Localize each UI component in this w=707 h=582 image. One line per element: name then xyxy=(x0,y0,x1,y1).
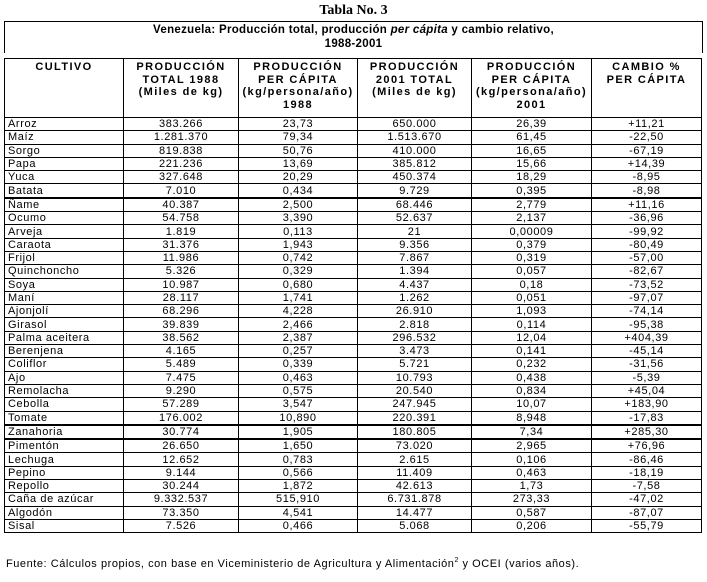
crop-name-cell: Soya xyxy=(5,278,124,291)
value-cell: 0,319 xyxy=(472,251,592,264)
value-cell: -95,38 xyxy=(592,318,702,331)
value-cell: 221.236 xyxy=(124,157,239,170)
column-header xyxy=(5,59,124,118)
table-row xyxy=(5,144,702,157)
value-cell: 4,541 xyxy=(239,506,358,519)
value-cell: 20.540 xyxy=(358,384,472,397)
value-cell: 8,948 xyxy=(472,411,592,425)
value-cell: 0,466 xyxy=(239,519,358,532)
crop-name-cell: Maní xyxy=(5,291,124,304)
column-header-line: PER CÁPITA xyxy=(606,73,687,86)
crop-name-cell: Lechuga xyxy=(5,453,124,466)
value-cell: 1,905 xyxy=(239,425,358,439)
value-cell: 7,34 xyxy=(472,425,592,439)
value-cell: 4.165 xyxy=(124,345,239,358)
value-cell: 327.648 xyxy=(124,171,239,184)
value-cell: 4.437 xyxy=(358,278,472,291)
value-cell: -74,14 xyxy=(592,305,702,318)
value-cell: 450.374 xyxy=(358,171,472,184)
value-cell: 1.262 xyxy=(358,291,472,304)
column-header xyxy=(592,59,702,118)
table-row xyxy=(5,358,702,371)
value-cell: 13,69 xyxy=(239,157,358,170)
value-cell: 0,742 xyxy=(239,251,358,264)
table-row xyxy=(5,131,702,144)
value-cell: 57.289 xyxy=(124,398,239,411)
value-cell: -8,98 xyxy=(592,184,702,198)
value-cell: 0,339 xyxy=(239,358,358,371)
value-cell: -36,96 xyxy=(592,212,702,225)
value-cell: 0,438 xyxy=(472,371,592,384)
value-cell: +285,30 xyxy=(592,425,702,439)
value-cell: 0,114 xyxy=(472,318,592,331)
value-cell: -97,07 xyxy=(592,291,702,304)
value-cell: 21 xyxy=(358,225,472,238)
value-cell: 1,872 xyxy=(239,480,358,493)
value-cell: 73.350 xyxy=(124,506,239,519)
caption-italic: per cápita xyxy=(390,24,448,36)
table-row xyxy=(5,198,702,212)
value-cell: 0,680 xyxy=(239,278,358,291)
crop-name-cell: Cebolla xyxy=(5,398,124,411)
column-header-line: PRODUCCIÓN xyxy=(253,61,343,73)
value-cell: -17,83 xyxy=(592,411,702,425)
table-row xyxy=(5,439,702,453)
value-cell: 1.819 xyxy=(124,225,239,238)
crop-name-cell: Coliflor xyxy=(5,358,124,371)
value-cell: 247.945 xyxy=(358,398,472,411)
value-cell: 2,500 xyxy=(239,198,358,212)
value-cell: 16,65 xyxy=(472,144,592,157)
value-cell: 9.332.537 xyxy=(124,493,239,506)
value-cell: 30.244 xyxy=(124,480,239,493)
caption-before: Venezuela: Producción total, producción xyxy=(153,24,391,36)
value-cell: 52.637 xyxy=(358,212,472,225)
value-cell: 9.729 xyxy=(358,184,472,198)
value-cell: 1.394 xyxy=(358,265,472,278)
value-cell: 5.489 xyxy=(124,358,239,371)
value-cell: -8,95 xyxy=(592,171,702,184)
crop-name-cell: Ajo xyxy=(5,371,124,384)
value-cell: 3,390 xyxy=(239,212,358,225)
value-cell: +404,39 xyxy=(592,331,702,344)
value-cell: -82,67 xyxy=(592,265,702,278)
value-cell: 9.144 xyxy=(124,466,239,479)
value-cell: -31,56 xyxy=(592,358,702,371)
table-body xyxy=(5,118,702,533)
crop-name-cell: Sisal xyxy=(5,519,124,532)
table-row xyxy=(5,411,702,425)
crop-name-cell: Papa xyxy=(5,157,124,170)
crop-name-cell: Pepino xyxy=(5,466,124,479)
value-cell: 819.838 xyxy=(124,144,239,157)
value-cell: 273,33 xyxy=(472,493,592,506)
table-row xyxy=(5,305,702,318)
crop-name-cell: Pimentón xyxy=(5,439,124,453)
value-cell: 0,379 xyxy=(472,238,592,251)
table-row xyxy=(5,225,702,238)
value-cell: -99,92 xyxy=(592,225,702,238)
value-cell: 0,566 xyxy=(239,466,358,479)
table-row xyxy=(5,171,702,184)
table-row xyxy=(5,265,702,278)
value-cell: 61,45 xyxy=(472,131,592,144)
crop-name-cell: Ocumo xyxy=(5,212,124,225)
caption-line-1 xyxy=(5,23,702,37)
value-cell: +76,96 xyxy=(592,439,702,453)
value-cell: 0,783 xyxy=(239,453,358,466)
table-row xyxy=(5,384,702,397)
value-cell: 40.387 xyxy=(124,198,239,212)
value-cell: -5,39 xyxy=(592,371,702,384)
value-cell: 383.266 xyxy=(124,118,239,131)
value-cell: 180.805 xyxy=(358,425,472,439)
value-cell: -67,19 xyxy=(592,144,702,157)
value-cell: 0,257 xyxy=(239,345,358,358)
value-cell: 79,34 xyxy=(239,131,358,144)
value-cell: 11.986 xyxy=(124,251,239,264)
value-cell: 39.839 xyxy=(124,318,239,331)
value-cell: 0,051 xyxy=(472,291,592,304)
value-cell: -45,14 xyxy=(592,345,702,358)
value-cell: 0,329 xyxy=(239,265,358,278)
value-cell: 0,113 xyxy=(239,225,358,238)
value-cell: -80,49 xyxy=(592,238,702,251)
value-cell: 0,057 xyxy=(472,265,592,278)
table-row xyxy=(5,371,702,384)
crop-name-cell: Sorgo xyxy=(5,144,124,157)
value-cell: 7.526 xyxy=(124,519,239,532)
value-cell: 11.409 xyxy=(358,466,472,479)
value-cell: 0,141 xyxy=(472,345,592,358)
value-cell: -7,58 xyxy=(592,480,702,493)
value-cell: 23,73 xyxy=(239,118,358,131)
source-note xyxy=(6,557,579,570)
crop-name-cell: Maíz xyxy=(5,131,124,144)
column-header-line: PER CÁPITA xyxy=(491,73,572,86)
table-caption xyxy=(4,21,703,53)
value-cell: 5.721 xyxy=(358,358,472,371)
value-cell: 2,137 xyxy=(472,212,592,225)
table-row xyxy=(5,506,702,519)
column-header-line: 1988 xyxy=(282,98,314,111)
caption-after: y cambio relativo, xyxy=(447,24,554,36)
value-cell: 1,093 xyxy=(472,305,592,318)
value-cell: 0,463 xyxy=(239,371,358,384)
value-cell: 10,890 xyxy=(239,411,358,425)
value-cell: 410.000 xyxy=(358,144,472,157)
crop-name-cell: Frijol xyxy=(5,251,124,264)
crop-name-cell: Batata xyxy=(5,184,124,198)
value-cell: 5.326 xyxy=(124,265,239,278)
crop-name-cell: Caña de azúcar xyxy=(5,493,124,506)
column-header xyxy=(472,59,592,118)
value-cell: 14.477 xyxy=(358,506,472,519)
value-cell: 3,547 xyxy=(239,398,358,411)
crop-name-cell: Berenjena xyxy=(5,345,124,358)
table-row xyxy=(5,251,702,264)
crop-name-cell: Tomate xyxy=(5,411,124,425)
value-cell: 12,04 xyxy=(472,331,592,344)
value-cell: 6.731.878 xyxy=(358,493,472,506)
table-row xyxy=(5,345,702,358)
value-cell: 0,00009 xyxy=(472,225,592,238)
column-header-line: CULTIVO xyxy=(35,61,93,73)
crop-name-cell: Yuca xyxy=(5,171,124,184)
value-cell: 4,228 xyxy=(239,305,358,318)
table-row xyxy=(5,212,702,225)
value-cell: 28.117 xyxy=(124,291,239,304)
value-cell: -18,19 xyxy=(592,466,702,479)
table-row xyxy=(5,291,702,304)
column-header-line: (kg/persona/año) xyxy=(475,86,588,99)
value-cell: 18,29 xyxy=(472,171,592,184)
column-header-line: (Miles de kg) xyxy=(138,86,224,99)
value-cell: 2.615 xyxy=(358,453,472,466)
value-cell: +11,16 xyxy=(592,198,702,212)
column-header-line: 2001 xyxy=(516,98,547,111)
value-cell: 10,07 xyxy=(472,398,592,411)
table-row xyxy=(5,480,702,493)
value-cell: 42.613 xyxy=(358,480,472,493)
source-tail: y OCEI (varios años). xyxy=(458,558,580,570)
column-header xyxy=(124,59,239,118)
crop-name-cell: Ajonjolí xyxy=(5,305,124,318)
value-cell: -86,46 xyxy=(592,453,702,466)
value-cell: 0,206 xyxy=(472,519,592,532)
value-cell: 1,73 xyxy=(472,480,592,493)
value-cell: 1.281.370 xyxy=(124,131,239,144)
crop-name-cell: Ñame xyxy=(5,198,124,212)
value-cell: 38.562 xyxy=(124,331,239,344)
crop-name-cell: Arveja xyxy=(5,225,124,238)
crop-name-cell: Arroz xyxy=(5,118,124,131)
crop-name-cell: Palma aceitera xyxy=(5,331,124,344)
crop-name-cell: Quinchoncho xyxy=(5,265,124,278)
table-row xyxy=(5,453,702,466)
column-header-line: PER CÁPITA xyxy=(258,73,338,86)
value-cell: 1.513.670 xyxy=(358,131,472,144)
value-cell: -55,79 xyxy=(592,519,702,532)
value-cell: -73,52 xyxy=(592,278,702,291)
value-cell: +11,21 xyxy=(592,118,702,131)
value-cell: 26.650 xyxy=(124,439,239,453)
value-cell: 2,965 xyxy=(472,439,592,453)
column-header-line: 2001 TOTAL xyxy=(375,73,454,86)
value-cell: -57,00 xyxy=(592,251,702,264)
value-cell: 20,29 xyxy=(239,171,358,184)
source-footnote-mark: 2 xyxy=(454,557,459,564)
caption-line-2: 1988-2001 xyxy=(324,38,383,50)
table-row xyxy=(5,519,702,532)
column-header-line: TOTAL 1988 xyxy=(142,73,220,86)
value-cell: 0,395 xyxy=(472,184,592,198)
value-cell: 7.867 xyxy=(358,251,472,264)
column-header-line: PRODUCCIÓN xyxy=(136,61,226,73)
value-cell: 54.758 xyxy=(124,212,239,225)
table-number: Tabla No. 3 xyxy=(319,3,388,18)
value-cell: 68.446 xyxy=(358,198,472,212)
crop-name-cell: Algodón xyxy=(5,506,124,519)
crop-name-cell: Zanahoria xyxy=(5,425,124,439)
value-cell: 9.290 xyxy=(124,384,239,397)
table-row xyxy=(5,238,702,251)
production-table xyxy=(4,58,702,533)
table-row xyxy=(5,278,702,291)
crop-name-cell: Remolacha xyxy=(5,384,124,397)
value-cell: 7.475 xyxy=(124,371,239,384)
value-cell: 0,232 xyxy=(472,358,592,371)
value-cell: 2.818 xyxy=(358,318,472,331)
value-cell: 296.532 xyxy=(358,331,472,344)
value-cell: 220.391 xyxy=(358,411,472,425)
value-cell: 10.793 xyxy=(358,371,472,384)
value-cell: -22,50 xyxy=(592,131,702,144)
value-cell: 0,106 xyxy=(472,453,592,466)
value-cell: 68.296 xyxy=(124,305,239,318)
source-text: Fuente: Cálculos propios, con base en Viceministerio de Agricultura y Alimentación xyxy=(6,558,455,570)
value-cell: 0,834 xyxy=(472,384,592,397)
value-cell: 2,387 xyxy=(239,331,358,344)
crop-name-cell: Repollo xyxy=(5,480,124,493)
value-cell: -47,02 xyxy=(592,493,702,506)
table-row xyxy=(5,157,702,170)
value-cell: 650.000 xyxy=(358,118,472,131)
table-row xyxy=(5,398,702,411)
value-cell: 15,66 xyxy=(472,157,592,170)
value-cell: 0,434 xyxy=(239,184,358,198)
value-cell: -87,07 xyxy=(592,506,702,519)
value-cell: 176.002 xyxy=(124,411,239,425)
value-cell: 0,575 xyxy=(239,384,358,397)
value-cell: 0,18 xyxy=(472,278,592,291)
value-cell: 1,943 xyxy=(239,238,358,251)
table-row xyxy=(5,425,702,439)
column-header-line: PRODUCCIÓN xyxy=(486,61,577,73)
value-cell: 0,587 xyxy=(472,506,592,519)
value-cell: 7.010 xyxy=(124,184,239,198)
column-header-line: CAMBIO % xyxy=(612,61,681,73)
table-row xyxy=(5,118,702,131)
table-row xyxy=(5,318,702,331)
value-cell: 2,779 xyxy=(472,198,592,212)
value-cell: 5.068 xyxy=(358,519,472,532)
crop-name-cell: Caraota xyxy=(5,238,124,251)
column-header-line: PRODUCCIÓN xyxy=(369,61,460,73)
value-cell: 73.020 xyxy=(358,439,472,453)
crop-name-cell: Girasol xyxy=(5,318,124,331)
value-cell: 0,463 xyxy=(472,466,592,479)
column-header-line: (Miles de kg) xyxy=(372,86,457,99)
value-cell: 50,76 xyxy=(239,144,358,157)
value-cell: 26,39 xyxy=(472,118,592,131)
column-header xyxy=(358,59,472,118)
column-header-line: (kg/persona/año) xyxy=(242,86,354,99)
value-cell: 1,650 xyxy=(239,439,358,453)
value-cell: 31.376 xyxy=(124,238,239,251)
value-cell: +14,39 xyxy=(592,157,702,170)
table-row xyxy=(5,466,702,479)
value-cell: +45,04 xyxy=(592,384,702,397)
value-cell: 1,741 xyxy=(239,291,358,304)
value-cell: 26.910 xyxy=(358,305,472,318)
value-cell: 515,910 xyxy=(239,493,358,506)
table-row xyxy=(5,184,702,198)
column-header xyxy=(239,59,358,118)
table-row xyxy=(5,331,702,344)
value-cell: +183,90 xyxy=(592,398,702,411)
value-cell: 10.987 xyxy=(124,278,239,291)
value-cell: 385.812 xyxy=(358,157,472,170)
value-cell: 9.356 xyxy=(358,238,472,251)
value-cell: 12.652 xyxy=(124,453,239,466)
value-cell: 3.473 xyxy=(358,345,472,358)
value-cell: 2,466 xyxy=(239,318,358,331)
table-row xyxy=(5,493,702,506)
header-row xyxy=(5,59,702,118)
value-cell: 30.774 xyxy=(124,425,239,439)
